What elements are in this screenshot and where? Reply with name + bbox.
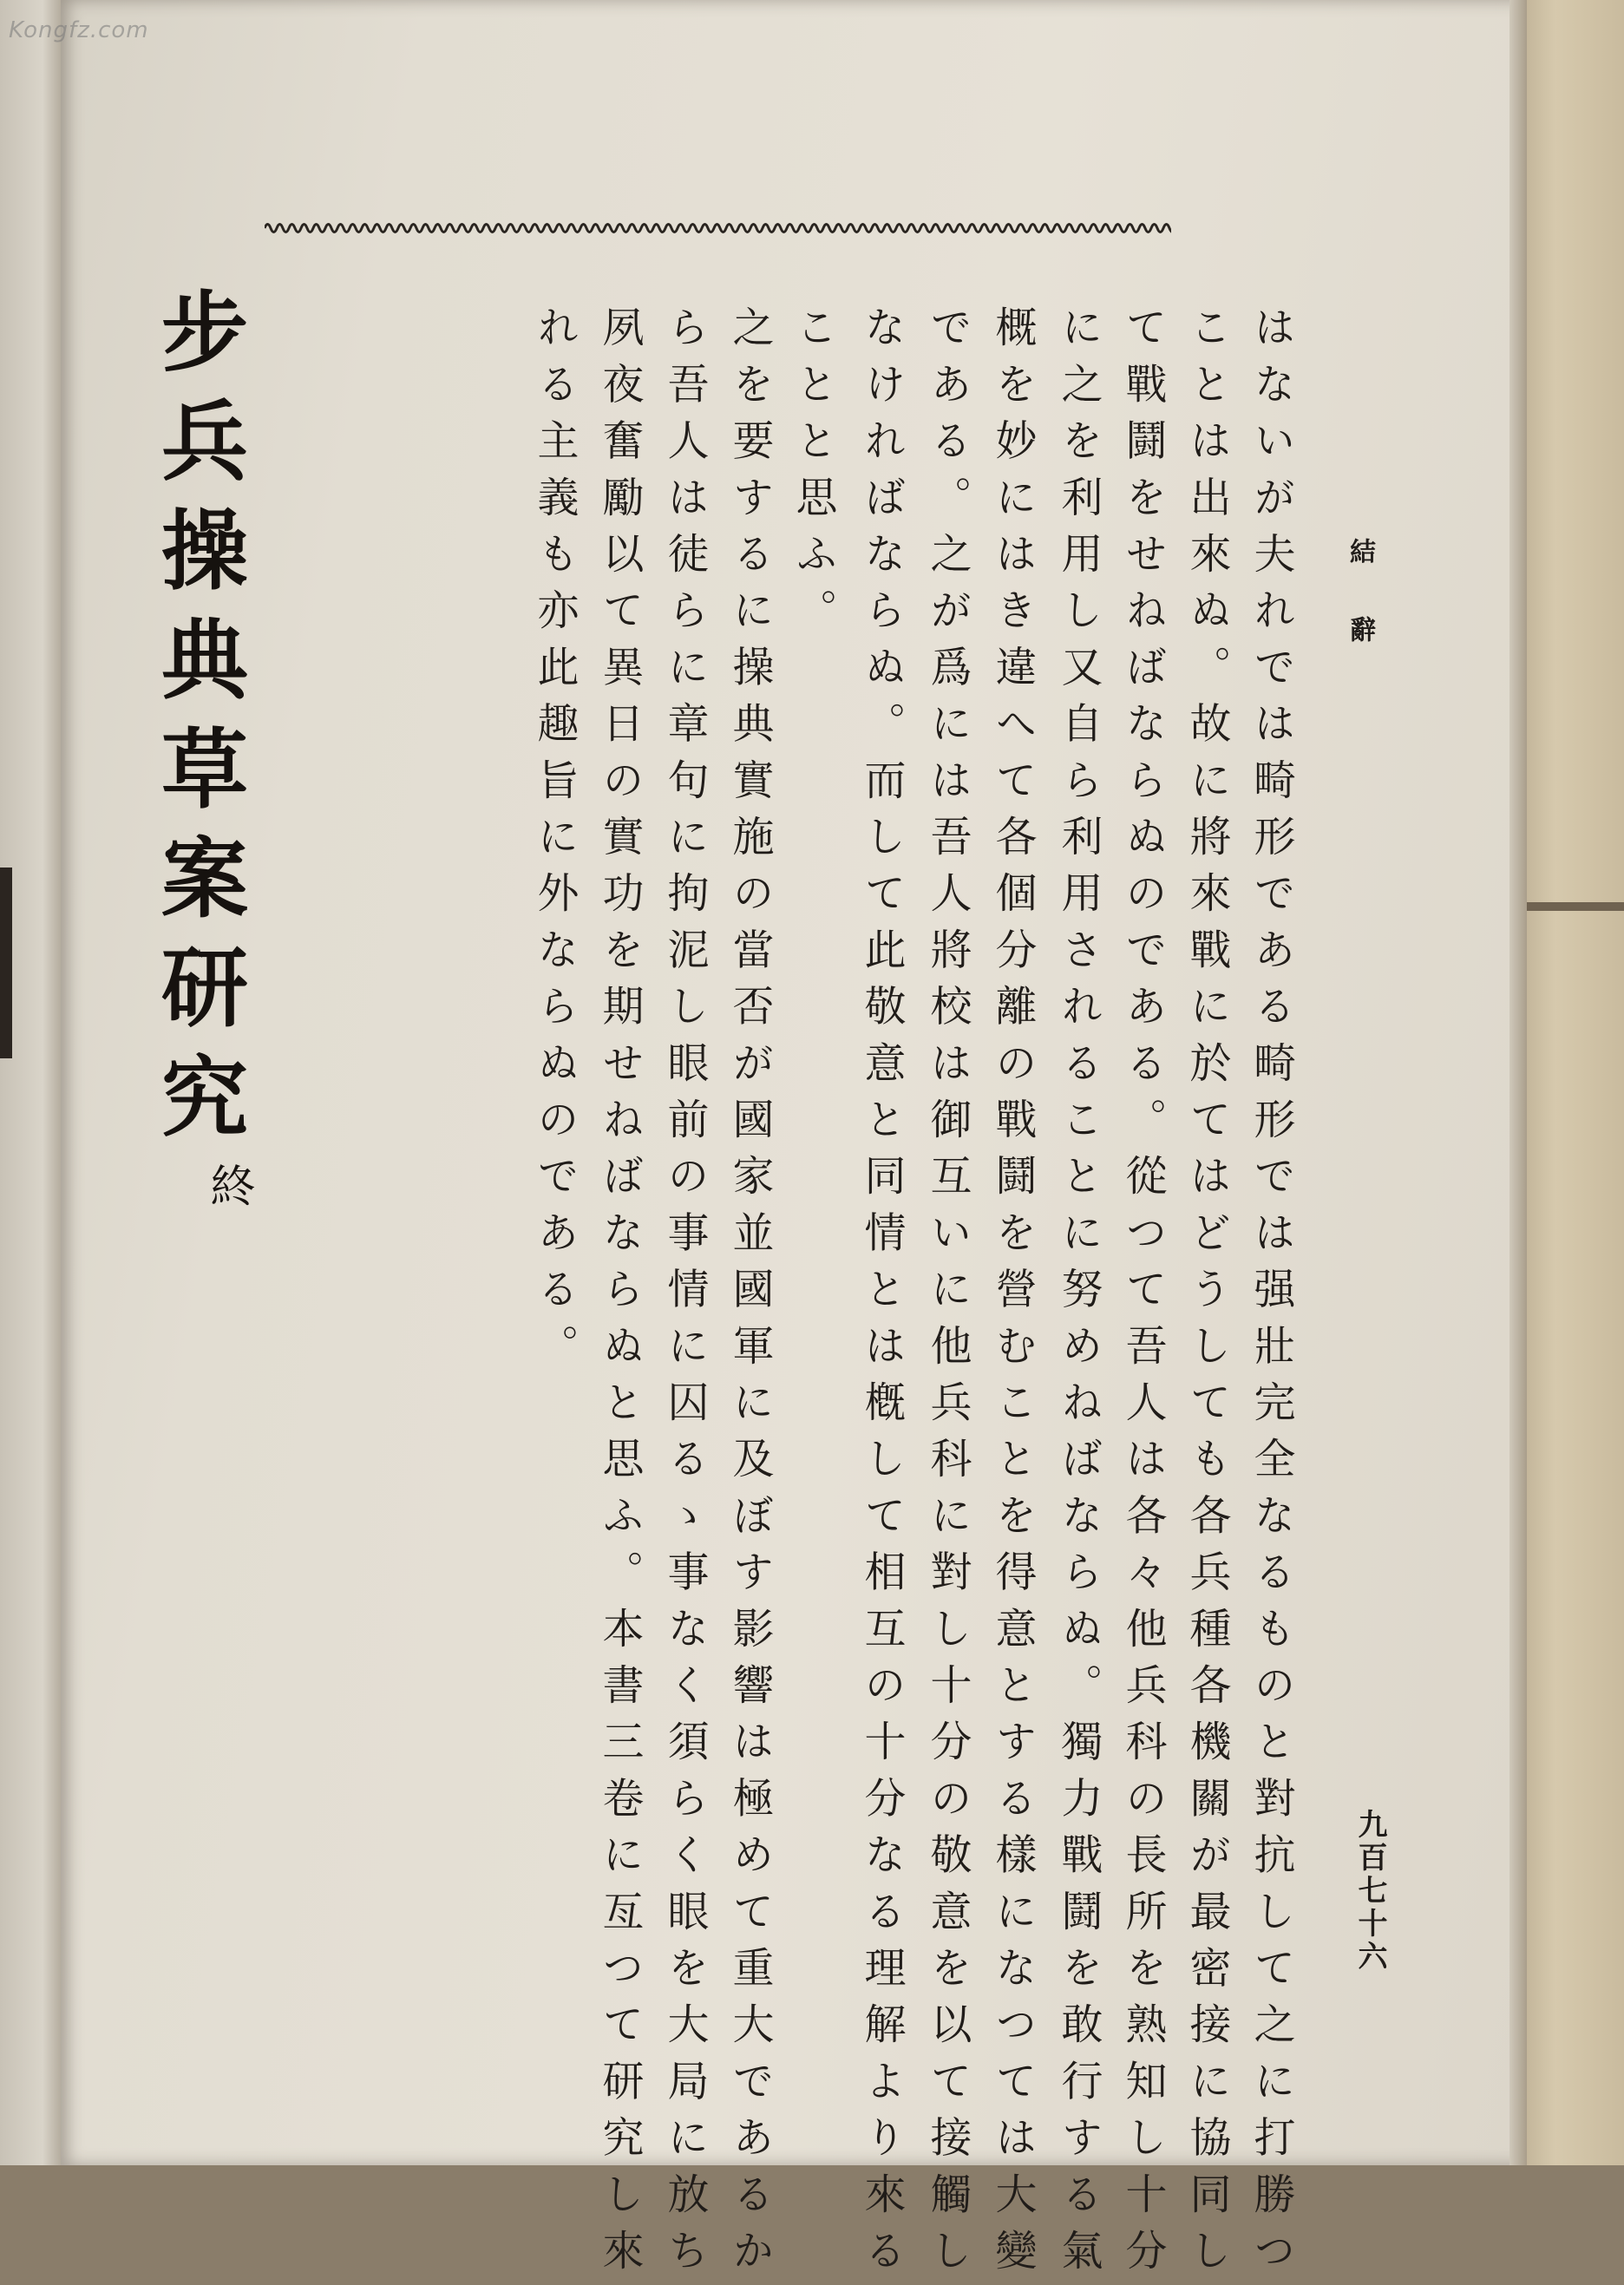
wavy-rule <box>265 215 1171 241</box>
running-title: 結辭 <box>1345 538 1375 694</box>
page-rim <box>1509 0 1527 2165</box>
text-column-6: である。之が爲には吾人將校は御互いに他兵科に對し十分の敬意を以て接觸し <box>923 305 972 2285</box>
text-column-1: はないが夫れでは畸形である畸形では强壯完全なるものと對抗して之に打勝つ <box>1247 305 1295 2285</box>
text-column-5: 概を妙にはき違へて各個分離の戰鬪を營むことを得意とする樣になつては大變 <box>988 305 1037 2285</box>
end-mark: 終 <box>202 1162 254 1208</box>
text-column-12: れる主義も亦此趣旨に外ならぬのである。 <box>530 305 579 1380</box>
page-number: 九百七十六 <box>1352 1809 1387 1974</box>
book-title: 步兵操典草案研究 <box>147 286 249 1161</box>
left-page-mark <box>0 868 12 1058</box>
text-column-7: なければならぬ。而して此敬意と同情とは槪して相互の十分なる理解より來る <box>857 305 906 2285</box>
watermark-text: Kongfz.com <box>9 17 149 43</box>
text-column-8: ことと思ふ。 <box>789 305 837 645</box>
left-page-edge <box>0 0 61 2165</box>
text-column-9: 之を要するに操典實施の當否が國家並國軍に及ぼす影響は極めて重大であるか <box>725 305 774 2285</box>
text-column-3: て戰鬪をせねばならぬのである。從つて吾人は各々他兵科の長所を熟知し十分 <box>1118 305 1167 2285</box>
text-column-4: に之を利用し又自ら利用されることに努めねばならぬ。獨力戰鬪を敢行する氣 <box>1054 305 1103 2285</box>
text-column-2: ことは出來ぬ。故に將來戰に於てはどうしても各兵種各機關が最密接に協同し <box>1182 305 1231 2285</box>
text-column-10: ら吾人は徒らに章句に拘泥し眼前の事情に囚るゝ事なく須らく眼を大局に放ち <box>660 305 709 2285</box>
text-column-11: 夙夜奮勵以て異日の實功を期せねばならぬと思ふ。本書三卷に亙つて研究し來 <box>595 305 644 2285</box>
